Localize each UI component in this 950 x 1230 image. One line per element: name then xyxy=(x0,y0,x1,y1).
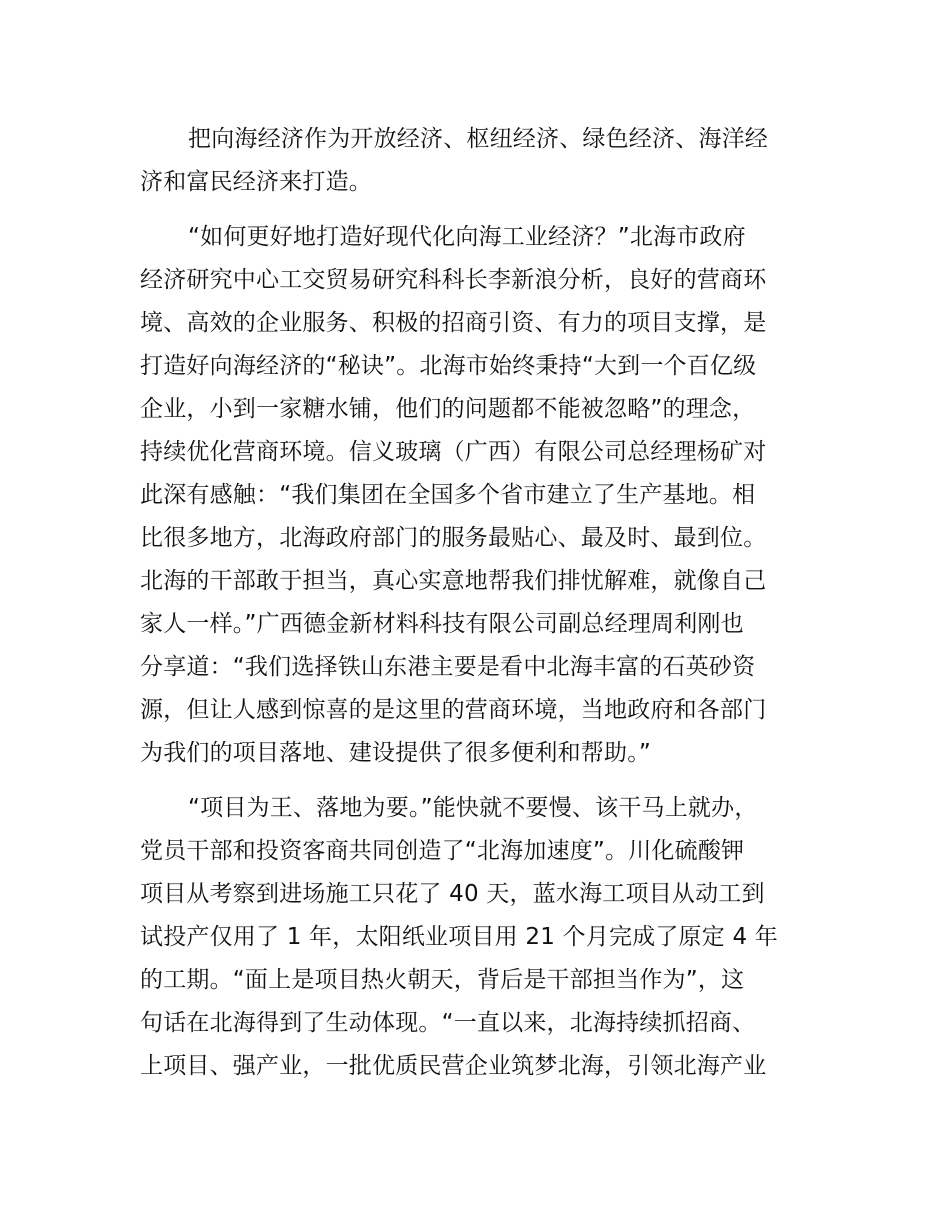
paragraph-2 xyxy=(140,216,820,775)
paragraph-1 xyxy=(140,118,820,204)
text-line: 济和富民经济来打造。 xyxy=(140,169,372,195)
text-line: “项目为王、落地为要。”能快就不要慢、该干马上就办， xyxy=(188,795,758,821)
document-body xyxy=(140,118,820,1088)
text-line: 境、高效的企业服务、积极的招商引资、有力的项目支撑，是 xyxy=(140,310,767,336)
text-line: 打造好向海经济的“秘诀”。北海市始终秉持“大到一个百亿级 xyxy=(140,353,757,379)
text-line: 源，但让人感到惊喜的是这里的营商环境，当地政府和各部门 xyxy=(140,697,767,723)
text-line: 党员干部和投资客商共同创造了“北海加速度”。川化硫酸钾 xyxy=(140,838,745,864)
text-line: 为我们的项目落地、建设提供了很多便利和帮助。” xyxy=(140,740,652,766)
text-line: 家人一样。”广西德金新材料科技有限公司副总经理周利刚也 xyxy=(140,611,744,637)
text-line: 持续优化营商环境。信义玻璃（广西）有限公司总经理杨矿对 xyxy=(140,439,767,465)
text-line: 把向海经济作为开放经济、枢纽经济、绿色经济、海洋经 xyxy=(188,126,768,152)
text-line: 的工期。“面上是项目热火朝天，背后是干部担当作为”，这 xyxy=(140,967,745,993)
text-line: 北海的干部敢于担当，真心实意地帮我们排忧解难，就像自己 xyxy=(140,568,767,594)
text-line: 比很多地方，北海政府部门的服务最贴心、最及时、最到位。 xyxy=(140,525,767,551)
text-line: 项目从考察到进场施工只花了 40 天，蓝水海工项目从动工到 xyxy=(140,881,765,907)
text-line: 句话在北海得到了生动体现。“一直以来，北海持续抓招商、 xyxy=(140,1010,756,1036)
text-line: 试投产仅用了 1 年，太阳纸业项目用 21 个月完成了原定 4 年 xyxy=(140,924,778,950)
text-line: 经济研究中心工交贸易研究科科长李新浪分析，良好的营商环 xyxy=(140,267,767,293)
text-line: 分享道：“我们选择铁山东港主要是看中北海丰富的石英砂资 xyxy=(140,654,756,680)
text-line: 上项目、强产业，一批优质民营企业筑梦北海，引领北海产业 xyxy=(140,1053,767,1079)
text-line: 企业，小到一家糖水铺，他们的问题都不能被忽略”的理念， xyxy=(140,396,756,422)
paragraph-3 xyxy=(140,787,820,1088)
text-line: “如何更好地打造好现代化向海工业经济？”北海市政府 xyxy=(188,224,746,250)
text-line: 此深有感触：“我们集团在全国多个省市建立了生产基地。相 xyxy=(140,482,756,508)
